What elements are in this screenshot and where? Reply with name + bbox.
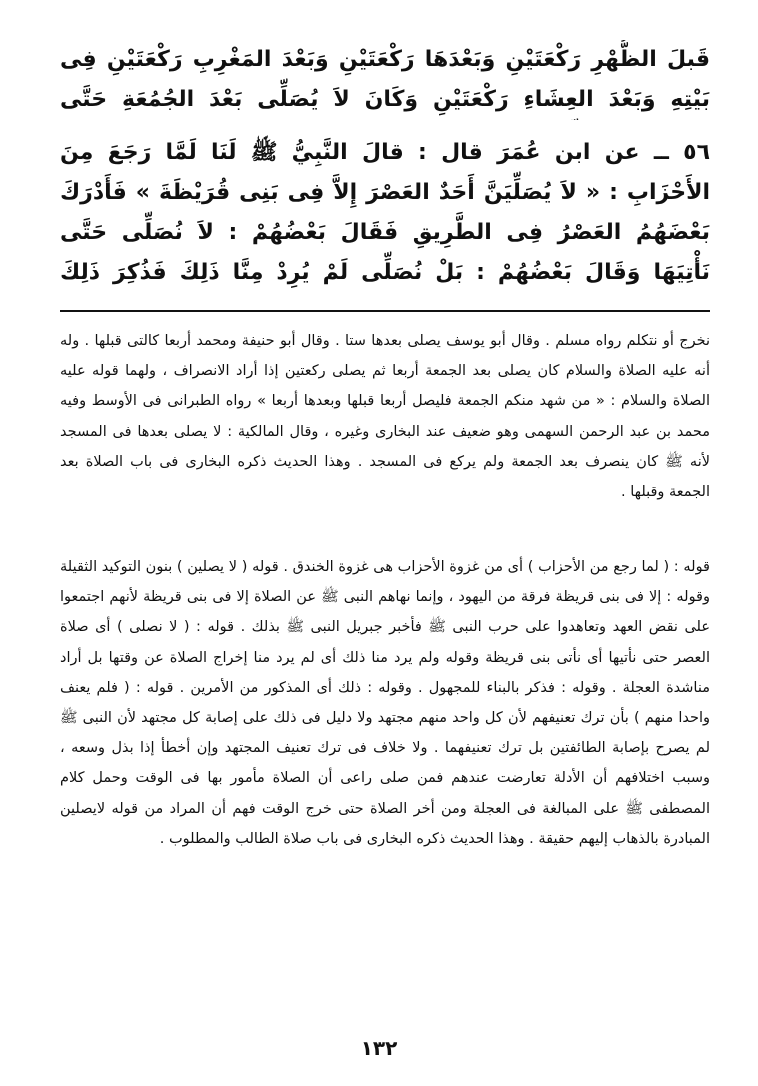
commentary-paragraph-1: نخرج أو نتكلم رواه مسلم . وقال أبو يوسف يصلى بعدها ستا . وقال أبو حنيفة ومحمد أربعا كالتى قبلها . وله أنه عليه الصلاة والسلام كان يصلى بعد الجمعة أربعا ثم يصلى ركعتين إذا أراد الانصراف ، ولهما قوله عليه الصلاة والسلام : « من شهد منكم الجمعة فليصل أربعا قبلها وبعدها أربعا » رواه الطبرانى فى الأوسط وفيه محمد بن عبد الرحمن السهمى وهو ضعيف عند البخارى وغيره ، وقال المالكية : لا يصلى بعدها فى المسجد لأنه ﷺ كان ينصرف بعد الجمعة ولم يركع فى المسجد . وهذا الحديث ذكره البخارى فى باب الصلاة بعد الجمعة وقبلها . [60,333,710,501]
commentary-paragraph-2: قوله : ( لما رجع من الأحزاب ) أى من غزوة الأحزاب هى غزوة الخندق . قوله ( لا يصلين ) بنون التوكيد الثقيلة وقوله : إلا فى بنى قريظة فرقة من اليهود ، وإنما نهاهم النبى ﷺ عن الصلاة إلا فى بنى قريظة لأنهم اجتمعوا على نقض العهد وتعاهدوا على حرب النبى ﷺ فأخبر جبريل النبى ﷺ بذلك . قوله : ( لا نصلى ) أى صلاة العصر حتى نأتيها أى نأتى بنى قريظة وقوله ولم يرد منا ذلك أى لم يرد منا إخراج الصلاة عن وقتها بل أراد مناشدة العجلة . وقوله : فذكر بالبناء للمجهول . وقوله : ذلك أى المذكور من الأمرين . قوله : ( فلم يعنف واحدا منهم ) بأن ترك تعنيفهم لأن كل واحد منهم مجتهد ولا دليل فى ذلك على إصابة كل مجتهد لأن النبى ﷺ لم يصرح بإصابة الطائفتين بل ترك تعنيفهما . ولا خلاف فى ترك تعنيف المجتهد وإن أخطأ إذا بذل وسعه ، وسبب اختلافهم أن الأدلة تعارضت عندهم فمن صلى راعى أن الصلاة مأمور بها فى الوقت وحمل كلام المصطفى ﷺ على المبالغة فى العجلة ومن أخر الصلاة حتى خرج الوقت فهم أن المراد من قوله لايصلين المبادرة بالذهاب إليهم حقيقة . وهذا الحديث ذكره البخارى فى باب صلاة الطالب والمطلوب . [60,559,710,847]
hadith-text-continuation: قَبلَ الظُّهْرِ رَكْعَتَيْنِ وَبَعْدَهَا رَكْعَتَيْنِ وَبَعْدَ المَغْرِبِ رَكْعَتَيْنِ فِى بَيْتِهِ وَبَعْدَ العِشَاءِ رَكْعَتَيْنِ وَكَانَ لاَ يُصَلِّى بَعْدَ الجُمُعَةِ حَتَّى [60,47,710,112]
page-number: ١٣٢ [360,1036,398,1060]
separator-line [60,310,710,312]
page-content [60,30,710,974]
hadith-56-text: ٥٦ ــ عن ابن عُمَرَ قال : قالَ النَّبِيُّ ﷺ لَنَا لَمَّا رَجَعَ مِنَ الأَحْزَابِ : « لاَ يُصَلِّيَنَّ أَحَدٌ العَصْرَ إِلاَّ فِى بَنِى قُرَيْظَةَ » فَأَدْرَكَ بَعْضَهُمُ العَصْرُ فِى الطَّرِيقِ فَقَالَ بَعْضُهُمْ : لاَ نُصَلِّى حَتَّى نَأْتِيَهَا وَقَالَ بَعْضُهُمْ : بَلْ نُصَلِّى لَمْ يُرِدْ مِنَّا ذَلِكَ فَذُكِرَ ذَلِكَ [60,140,710,285]
